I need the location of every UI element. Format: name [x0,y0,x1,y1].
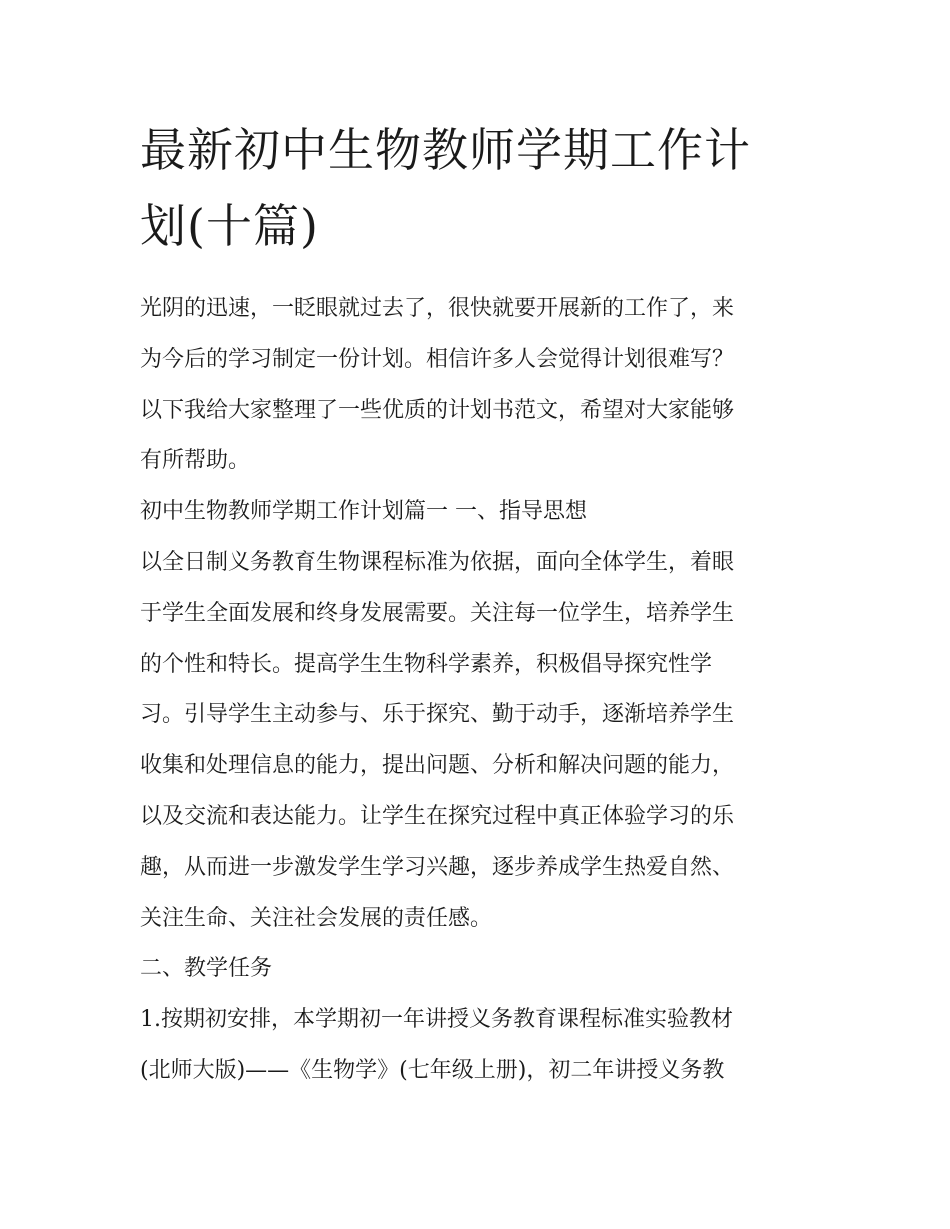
body-line: 趣，从而进一步激发学生学习兴趣，逐步养成学生热爱自然、 [140,854,735,880]
document-body [140,284,816,1097]
document-page [140,112,816,1097]
body-line: 关注生命、关注社会发展的责任感。 [140,905,493,931]
body-line: 习。引导学生主动参与、乐于探究、勤于动手，逐渐培养学生 [140,702,735,728]
body-line: 收集和处理信息的能力，提出问题、分析和解决问题的能力， [140,753,735,779]
title-line: 划(十篇) [140,199,319,253]
body-line: 为今后的学习制定一份计划。相信许多人会觉得计划很难写？ [140,346,735,372]
title-line: 最新初中生物教师学期工作计 [140,123,751,177]
document-title [140,112,816,264]
body-line: 的个性和特长。提高学生生物科学素养，积极倡导探究性学 [140,651,713,677]
body-line: 以全日制义务教育生物课程标准为依据，面向全体学生，着眼 [140,549,735,575]
body-line: (北师大版)——《生物学》(七年级上册)，初二年讲授义务教 [140,1057,725,1083]
body-line: 以及交流和表达能力。让学生在探究过程中真正体验学习的乐 [140,803,735,829]
section-heading: 初中生物教师学期工作计划篇一 一、指导思想 [140,499,587,525]
body-line: 于学生全面发展和终身发展需要。关注每一位学生，培养学生 [140,600,735,626]
body-line: 以下我给大家整理了一些优质的计划书范文，希望对大家能够 [140,397,735,423]
body-line: 光阴的迅速，一眨眼就过去了，很快就要开展新的工作了，来 [140,296,735,321]
body-line: 有所帮助。 [140,448,251,474]
body-line: 1.按期初安排，本学期初一年讲授义务教育课程标准实验教材 [140,1007,733,1033]
section-heading: 二、教学任务 [140,956,273,982]
